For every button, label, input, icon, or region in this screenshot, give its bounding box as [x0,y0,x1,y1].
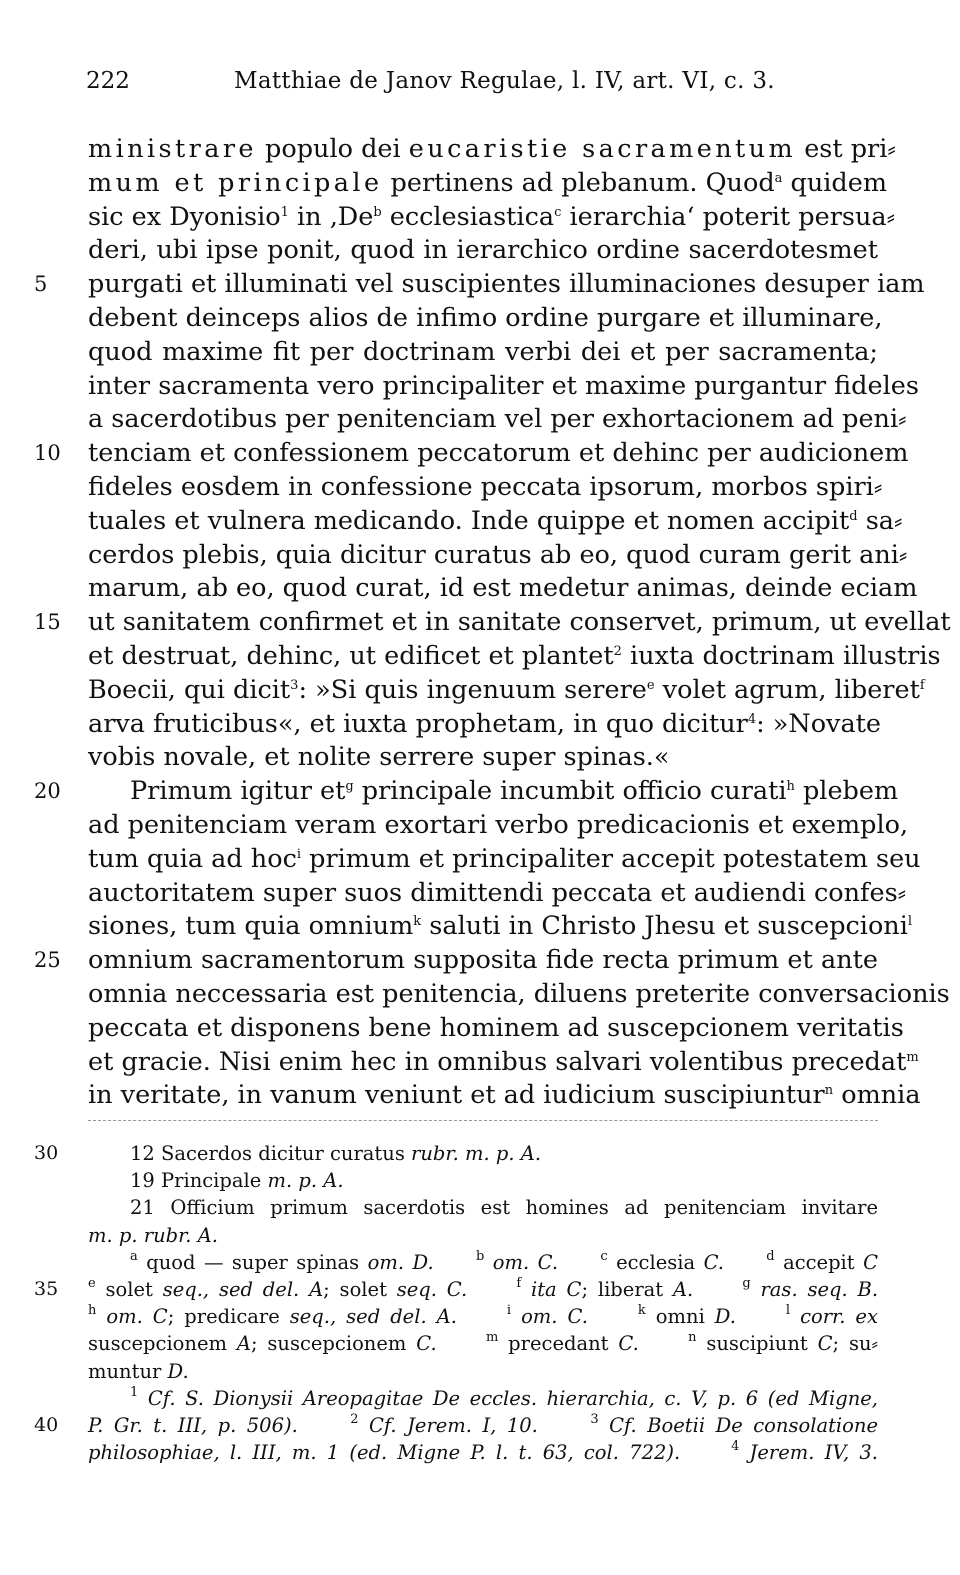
note-line: 12 Sacerdos dicitur curatus rubr. m. p. A. [130,1142,542,1165]
text-line: et gracie. Nisi enim hec in omnibus salvari volentibus precedat$^m$ [88,1046,919,1077]
note-line: 19 Principale m. p. A. [130,1169,344,1193]
text-line: quod maxime fit per doctrinam verbi dei et per sacramenta; [88,336,878,367]
text-line: auctoritatem super suos dimittendi peccata et audiendi confes⸗ [88,877,907,908]
text-line: a sacerdotibus per penitenciam vel per exhortacionem ad peni⸗ [88,404,907,435]
note-line-number: 35 [34,1278,59,1300]
text-line: sic ex Dyonisio$^1$ in ‚De$^b$ ecclesiastica$^c$ ierarchia‘ poterit persua⸗ [88,201,896,232]
note-line: $^h$ om. C; predicare seq., sed del. A. $^i$ om. C. $^k$ omni D. $^l$ corr. ex [88,1303,878,1329]
text-line: fideles eosdem in confessione peccata ipsorum, morbos spiri⸗ [88,472,883,502]
note-line: muntur D. [88,1359,189,1383]
note-line: suscepcionem A; suscepcionem C. $^m$ precedant C. $^n$ suscipiunt C; su⸗ [88,1330,879,1356]
line-number: 25 [34,948,61,973]
text-line: purgati et illuminati vel suscipientes illuminaciones desuper iam [88,269,925,300]
page-number: 222 [86,68,130,94]
text-line: deri, ubi ipse ponit, quod in ierarchico ordine sacerdotesmet [88,235,878,266]
running-head: Matthiae de Janov Regulae, l. IV, art. VI, c. 3. [234,68,775,94]
note-line: 21 Officium primum sacerdotis est homines ad penitenciam invitare [130,1196,878,1220]
text-line: tuales et vulnera medicando. Inde quippe et nomen accipit$^d$ sa⸗ [88,505,903,536]
text-line: arva fruticibus«, et iuxta prophetam, in quo dicitur$^4$: »Novate [88,708,882,739]
text-line: inter sacramenta vero principaliter et maxime purgantur fideles [88,370,919,401]
note-line: $^1$ Cf. S. Dionysii Areopagitae De eccles. hierarchia, c. V, p. 6 (ed Migne, [130,1384,878,1410]
text-line: peccata et disponens bene hominem ad suscepcionem veritatis [88,1012,904,1043]
text-line: siones, tum quia omnium$^k$ saluti in Christo Jhesu et suscepcioni$^l$ [88,911,913,942]
note-line: $^a$ quod — super spinas om. D. $^b$ om. C. $^c$ ecclesia C. $^d$ accepit C [130,1248,879,1274]
text-line: in veritate, in vanum veniunt et ad iudicium suscipiuntur$^n$ omnia [88,1080,921,1111]
text-line: tum quia ad hoc$^i$ primum et principaliter accepit potestatem seu [88,843,921,874]
note-line: m. p. rubr. A. [88,1223,218,1247]
text-line: ut sanitatem confirmet et in sanitate conservet, primum, ut evellat [88,607,951,638]
page-header [86,68,886,108]
text-line: cerdos plebis, quia dicitur curatus ab eo, quod curam gerit ani⸗ [88,539,908,570]
note-line-number: 30 [34,1142,59,1164]
text-line: Boecii, qui dicit$^3$: »Si quis ingenuum serere$^e$ volet agrum, liberet$^f$ [88,674,925,705]
text-line: Primum igitur $et^g$ principale incumbit officio curati$^h$ plebem [130,776,899,807]
text-line: marum, ab eo, quod curat, id est medetur animas, deinde eciam [88,573,918,604]
note-line: P. Gr. t. III, p. 506). $^2$ Cf. Jerem. I, 10. $^3$ Cf. Boetii De consolatione [88,1412,878,1437]
line-number: 10 [34,441,61,466]
text-line: ministrare populo dei eucaristie sacramentum est pri⸗ [88,134,896,164]
note-line-number: 40 [34,1414,59,1436]
text-line: ad penitenciam veram exortari verbo predicacionis et exemplo, [88,810,909,840]
text-line: tenciam et confessionem peccatorum et dehinc per audicionem [88,438,909,469]
line-number: 5 [34,272,48,297]
text-line: debent deinceps alios de infimo ordine purgare et illuminare, [88,303,883,333]
note-line: philosophiae, l. III, m. 1 (ed. Migne P. l. t. 63, col. 722). $^4$ Jerem. IV, 3. [88,1439,878,1465]
line-number: 20 [34,779,61,804]
text-line: mum et principale pertinens ad plebanum. Quod$^a$ quidem [88,167,888,198]
text-line: et destruat, dehinc, ut edificet et plantet$^2$ iuxta doctrinam illustris [88,641,941,671]
line-number: 15 [34,610,61,635]
text-line: omnium sacramentorum supposita fide recta primum et ante [88,945,878,976]
footnote-separator [88,1120,878,1121]
text-line: omnia neccessaria est penitencia, diluens preterite conversacionis [88,979,950,1009]
text-line: vobis novale, et nolite serrere super spinas.« [88,742,670,773]
note-line: $^e$ solet seq., sed del. A; solet seq. C. $^f$ ita C; liberat A. $^g$ ras. seq. B. [88,1276,879,1301]
